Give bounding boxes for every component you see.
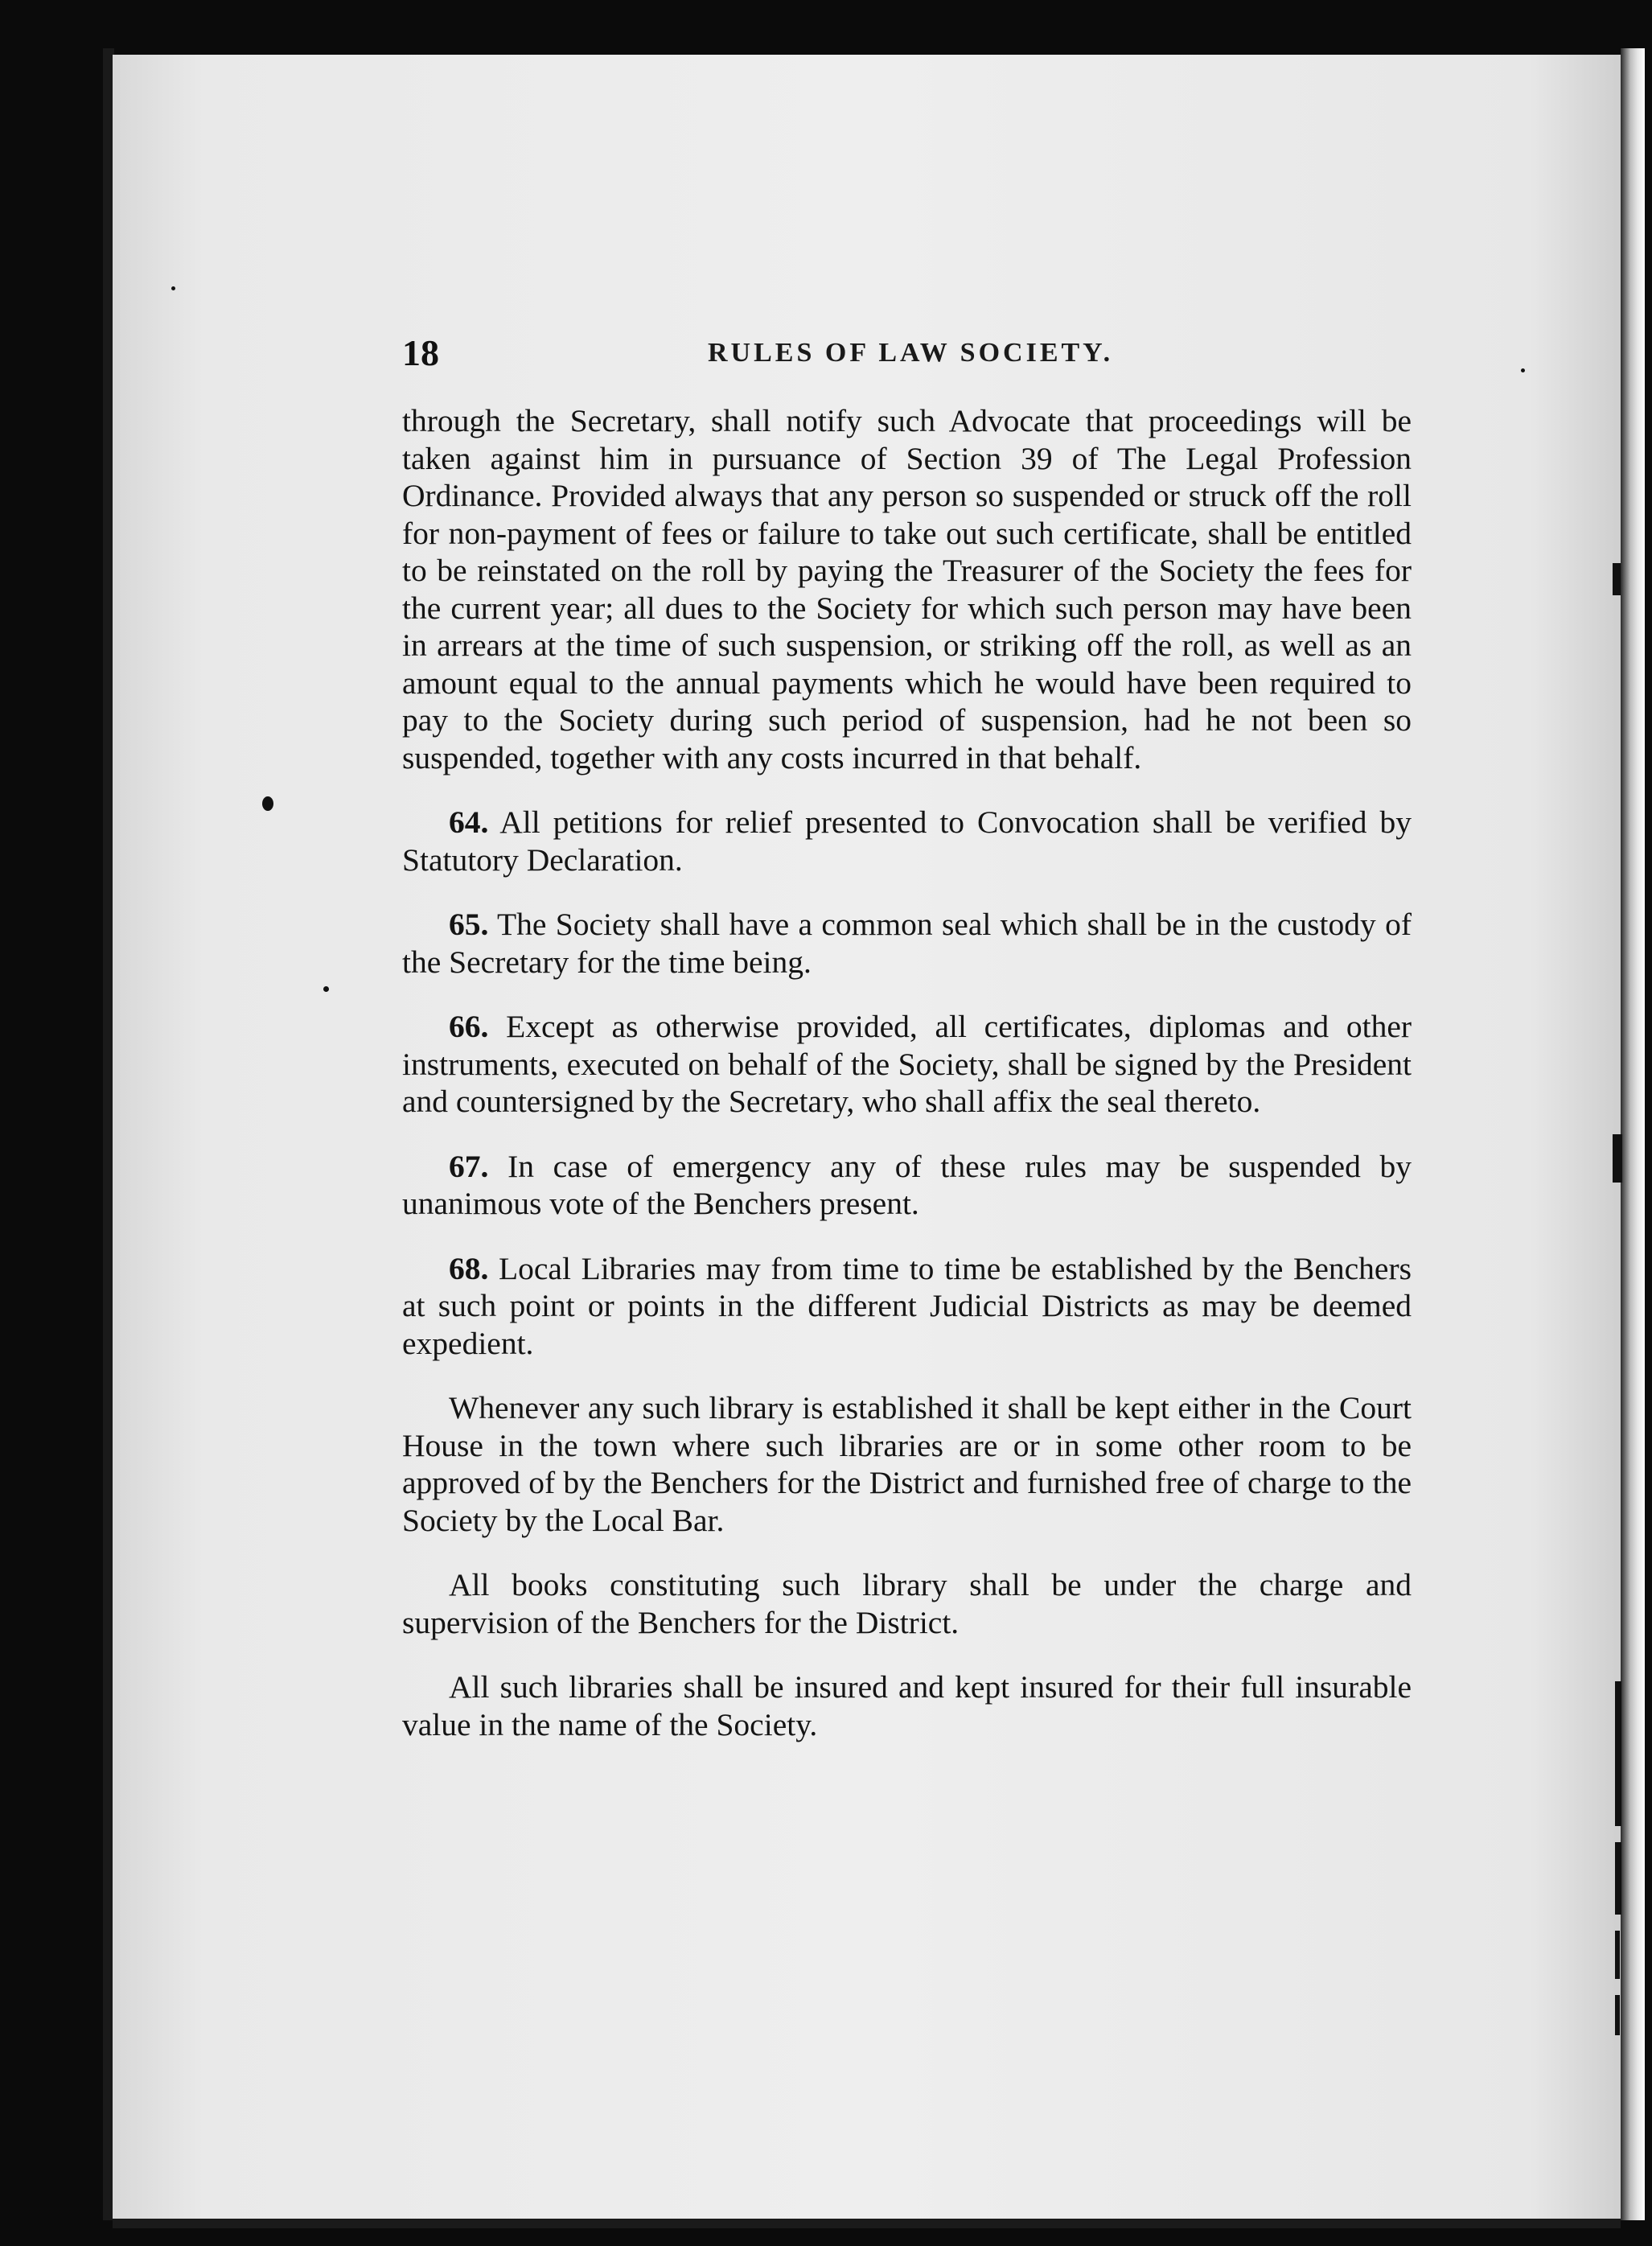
margin-mark: [1615, 1681, 1621, 1826]
margin-mark: [1613, 563, 1621, 595]
library-books-paragraph: [402, 1566, 1412, 1641]
paragraph-text: through the Secretary, shall notify such Advocate that proceedings will be taken against him in pursuance of Section 39 of The Legal Profession Ordinance. Provided always that any person so suspended or struck off the roll for non-payment of fees or failure to take out such certificate, shall be entitled to be reinstated on the roll by paying the Treasurer of the Society the fees for the current year; all dues to the Society for which such person may have been in arrears at the time of such suspension, or striking off the roll, as well as an amount equal to the annual payments which he would have been required to pay to the Society during such period of suspension, had he not been so suspended, together with any costs incurred in that behalf.: [402, 403, 1412, 775]
margin-mark: [1613, 1134, 1622, 1183]
rule-number: 66.: [449, 1009, 489, 1044]
library-location-paragraph: [402, 1389, 1412, 1539]
rule-65: [402, 906, 1412, 981]
margin-mark: [1615, 1842, 1621, 1915]
adjacent-page-edge: [1621, 48, 1645, 2220]
ink-speck: [1521, 368, 1525, 372]
paragraph-text: In case of emergency any of these rules may be suspended by unanimous vote of the Benchers present.: [402, 1148, 1412, 1221]
margin-mark: [1615, 1995, 1620, 2035]
rule-number: 64.: [449, 804, 489, 840]
ink-speck: [171, 286, 175, 290]
rule-number: 65.: [449, 907, 489, 942]
library-insurance-paragraph: [402, 1668, 1412, 1743]
rule-number: 68.: [449, 1250, 489, 1286]
paragraph-text: Local Libraries may from time to time be established by the Benchers at such point or points in the different Judicial Districts as may be deemed expedient.: [402, 1250, 1412, 1361]
paragraph-text: The Society shall have a common seal which shall be in the custody of the Secretary for the time being.: [402, 907, 1412, 980]
paragraph-text: Except as otherwise provided, all certificates, diplomas and other instruments, executed on behalf of the Society, shall be signed by the President and countersigned by the Secretary, who shall affix the seal thereto.: [402, 1009, 1412, 1119]
page-number: 18: [402, 332, 439, 373]
running-head: RULES OF LAW SOCIETY.: [708, 338, 1114, 368]
rule-64: [402, 804, 1412, 878]
rule-number: 67.: [449, 1148, 489, 1184]
ink-speck: [262, 796, 273, 811]
page-header: [402, 331, 1412, 380]
rule-66: [402, 1008, 1412, 1121]
paragraph-text: Whenever any such library is established it shall be kept either in the Court House in the town where such libraries are or in some other room to be approved of by the Benchers for the District and furnished free of charge to the Society by the Local Bar.: [402, 1390, 1412, 1538]
paragraph-text: All such libraries shall be insured and kept insured for their full insurable value in the name of the Society.: [402, 1669, 1412, 1742]
rule-68: [402, 1250, 1412, 1363]
paragraph-text: All books constituting such library shall be under the charge and supervision of the Benchers for the District.: [402, 1567, 1412, 1640]
body-text: [402, 402, 1412, 1771]
ink-speck: [323, 986, 329, 992]
margin-mark: [1615, 1931, 1620, 1979]
paragraph-continuation: [402, 402, 1412, 776]
paragraph-text: All petitions for relief presented to Convocation shall be verified by Statutory Declaration.: [402, 804, 1412, 878]
rule-67: [402, 1148, 1412, 1223]
